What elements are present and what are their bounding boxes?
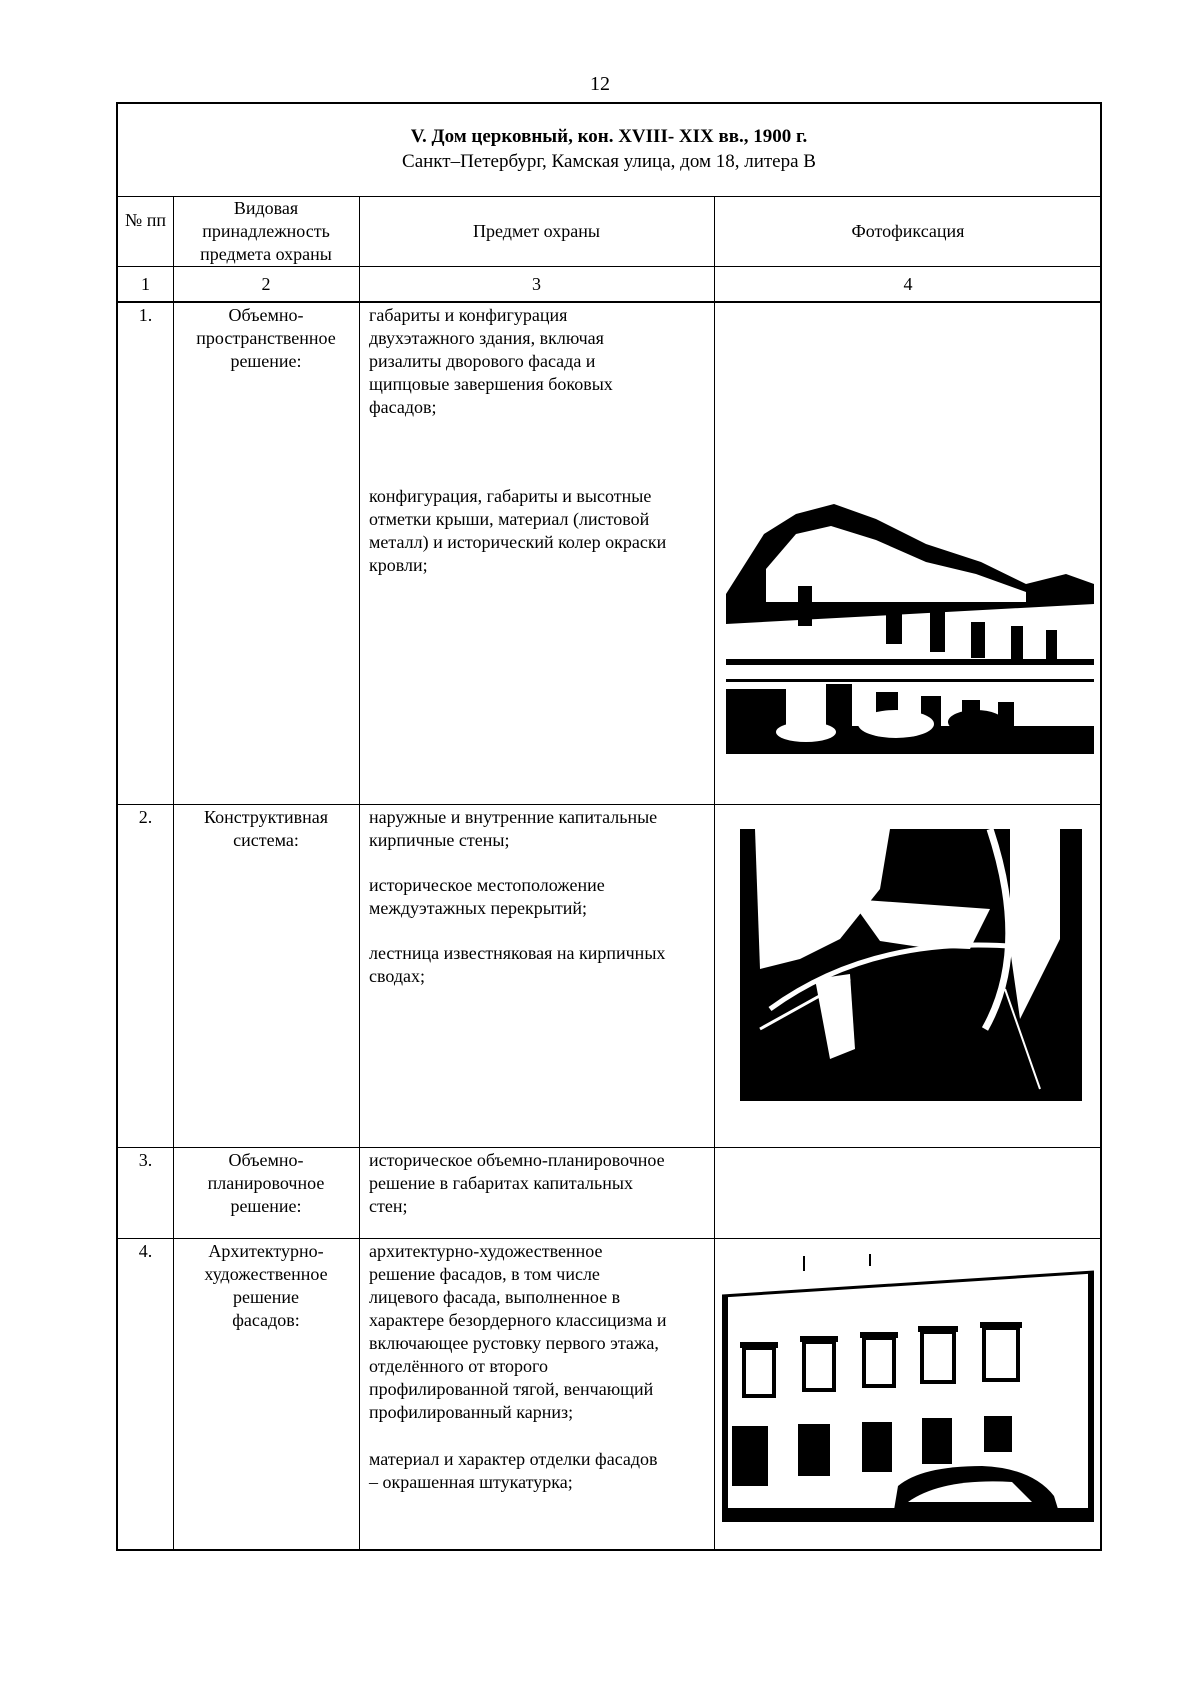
subject-line: профилированной тягой, венчающий bbox=[369, 1379, 654, 1399]
header-type-line: принадлежность bbox=[202, 221, 330, 241]
column-header-divider bbox=[118, 266, 1100, 267]
row-2-subject-c bbox=[369, 942, 714, 988]
row-2-subject-a bbox=[369, 806, 714, 852]
row-3-subject-a bbox=[369, 1149, 714, 1218]
subject-line: – окрашенная штукатурка; bbox=[369, 1472, 573, 1492]
subject-line: стен; bbox=[369, 1196, 408, 1216]
subject-line: лицевого фасада, выполненное в bbox=[369, 1287, 621, 1307]
column-rule-3 bbox=[714, 196, 715, 1551]
subject-line: профилированный карниз; bbox=[369, 1402, 574, 1422]
subject-line: материал и характер отделки фасадов bbox=[369, 1449, 658, 1469]
subject-line: конфигурация, габариты и высотные bbox=[369, 486, 652, 506]
type-line: Архитектурно- bbox=[208, 1241, 324, 1261]
row-1-subject-b bbox=[369, 485, 714, 577]
type-line: Конструктивная bbox=[204, 807, 328, 827]
subject-line: щипцовые завершения боковых bbox=[369, 374, 613, 394]
subject-line: историческое местоположение bbox=[369, 875, 605, 895]
header-num: № пп bbox=[125, 210, 166, 230]
row-1-subject-a bbox=[369, 304, 714, 419]
main-facade-photo bbox=[722, 1246, 1094, 1522]
row-1-number: 1. bbox=[138, 305, 153, 325]
row-divider-1 bbox=[118, 804, 1100, 805]
subject-line: лестница известняковая на кирпичных bbox=[369, 943, 666, 963]
type-line: решение: bbox=[230, 351, 302, 371]
row-1-type bbox=[173, 304, 359, 373]
subject-line: кирпичные стены; bbox=[369, 830, 510, 850]
subject-line: фасадов; bbox=[369, 397, 437, 417]
type-line: решение bbox=[232, 1287, 300, 1307]
building-corner-photo bbox=[726, 474, 1094, 754]
subject-line: кровли; bbox=[369, 555, 428, 575]
header-type-line: Видовая bbox=[233, 198, 299, 218]
type-line: Объемно- bbox=[228, 305, 304, 325]
table-header-block bbox=[118, 124, 1100, 174]
header-subject: Предмет охраны bbox=[473, 221, 600, 241]
type-line: планировочное bbox=[207, 1173, 325, 1193]
column-number: 4 bbox=[903, 274, 913, 294]
row-2-subject-b bbox=[369, 874, 714, 920]
column-number: 3 bbox=[532, 274, 541, 294]
row-4-subject-a bbox=[369, 1240, 714, 1424]
object-address: Санкт–Петербург, Камская улица, дом 18, литера В bbox=[402, 151, 816, 172]
subject-line: междуэтажных перекрытий; bbox=[369, 898, 588, 918]
type-line: Объемно- bbox=[228, 1150, 304, 1170]
subject-line: ризалиты дворового фасада и bbox=[369, 351, 596, 371]
column-number: 1 bbox=[141, 274, 150, 294]
subject-line: отделённого от второго bbox=[369, 1356, 548, 1376]
subject-line: отметки крыши, материал (листовой bbox=[369, 509, 650, 529]
subject-line: сводах; bbox=[369, 966, 425, 986]
row-2-number: 2. bbox=[138, 807, 153, 827]
column-rule-2 bbox=[359, 196, 360, 1551]
header-type-line: предмета охраны bbox=[200, 244, 332, 264]
type-line: фасадов: bbox=[232, 1310, 300, 1330]
subject-line: двухэтажного здания, включая bbox=[369, 328, 604, 348]
row-divider-2 bbox=[118, 1147, 1100, 1148]
row-4-subject-b bbox=[369, 1448, 714, 1494]
subject-line: решение в габаритах капитальных bbox=[369, 1173, 633, 1193]
subject-line: габариты и конфигурация bbox=[369, 305, 568, 325]
row-2-type bbox=[173, 806, 359, 852]
header-type bbox=[173, 197, 359, 266]
row-divider-3 bbox=[118, 1238, 1100, 1239]
row-4-type bbox=[173, 1240, 359, 1332]
row-3-type bbox=[173, 1149, 359, 1218]
subject-line: архитектурно-художественное bbox=[369, 1241, 603, 1261]
type-line: пространственное bbox=[196, 328, 336, 348]
header-photo: Фотофиксация bbox=[851, 221, 965, 241]
column-number-divider bbox=[118, 301, 1100, 303]
subject-line: решение фасадов, в том числе bbox=[369, 1264, 600, 1284]
object-title: V. Дом церковный, кон. XVIII- XIX вв., 1900 г. bbox=[410, 126, 808, 147]
row-3-number: 3. bbox=[138, 1150, 153, 1170]
column-rule-1 bbox=[173, 196, 174, 1551]
protection-subject-table bbox=[116, 102, 1102, 1551]
subject-line: включающее рустовку первого этажа, bbox=[369, 1333, 659, 1353]
subject-line: металл) и исторический колер окраски bbox=[369, 532, 667, 552]
subject-line: наружные и внутренние капитальные bbox=[369, 807, 658, 827]
type-line: решение: bbox=[230, 1196, 302, 1216]
subject-line: характере безордерного классицизма и bbox=[369, 1310, 667, 1330]
row-4-number: 4. bbox=[138, 1241, 153, 1261]
type-line: художественное bbox=[204, 1264, 328, 1284]
staircase-vault-photo bbox=[740, 829, 1082, 1101]
column-number: 2 bbox=[261, 274, 271, 294]
type-line: система: bbox=[233, 830, 299, 850]
page-number: 12 bbox=[590, 73, 610, 95]
subject-line: историческое объемно-планировочное bbox=[369, 1150, 665, 1170]
